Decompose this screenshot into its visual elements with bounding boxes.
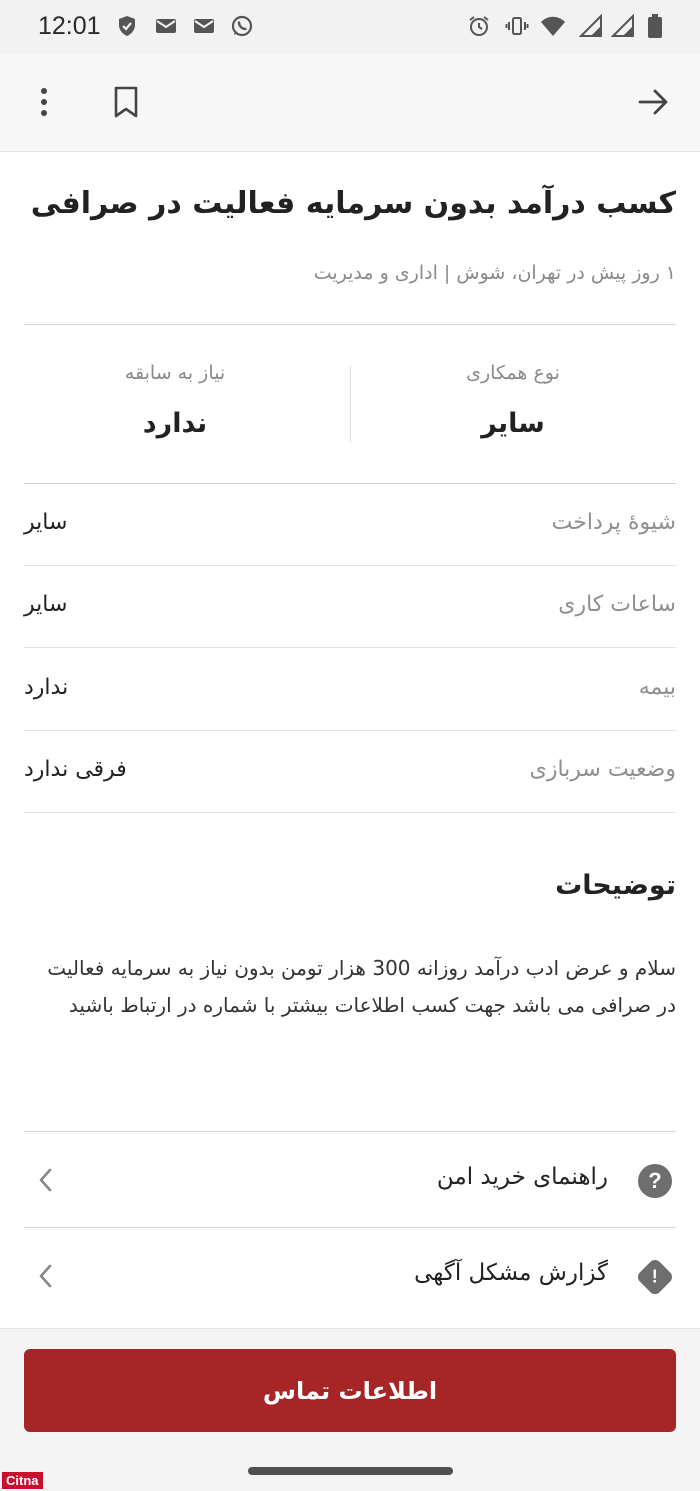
divider (24, 324, 676, 325)
stat-experience-required (12, 362, 338, 439)
ad-meta: ۱ روز پیش در تهران، شوش | اداری و مدیریت (313, 262, 676, 284)
watermark-logo: Citna (2, 1472, 43, 1489)
bookmark-icon[interactable] (106, 82, 146, 122)
whatsapp-icon (229, 13, 255, 39)
detail-label: بیمه (638, 675, 676, 700)
alarm-icon (466, 13, 492, 39)
report-ad-link[interactable] (24, 1227, 676, 1323)
description-title: توضیحات (555, 870, 676, 901)
detail-row-military (24, 731, 676, 813)
detail-value: فرقی ندارد (24, 757, 127, 782)
status-time: 12:01 (38, 12, 101, 40)
report-icon (635, 1257, 674, 1296)
contact-info-button[interactable]: اطلاعات تماس (24, 1349, 676, 1432)
stat-separator (350, 366, 351, 442)
vibrate-icon (504, 13, 530, 39)
link-label: گزارش مشکل آگهی (414, 1260, 608, 1286)
help-circle-icon: ? (638, 1164, 672, 1198)
detail-label: وضعیت سربازی (529, 757, 676, 782)
stat-value: سایر (481, 408, 545, 439)
detail-value: سایر (24, 592, 68, 617)
detail-label: ساعات کاری (558, 592, 676, 617)
report-glyph: ! (651, 1266, 658, 1287)
mail-icon (153, 13, 179, 39)
ad-title: کسب درآمد بدون سرمایه فعالیت در صرافی (30, 186, 676, 221)
detail-row-payment (24, 484, 676, 566)
stat-cooperation-type (350, 362, 676, 439)
detail-row-hours (24, 566, 676, 648)
more-vert-icon[interactable] (24, 82, 64, 122)
detail-value: سایر (24, 510, 68, 535)
description-text: سلام و عرض ادب درآمد روزانه 300 هزار تومن بدون نیاز به سرمایه فعالیت در صرافی می باشد جهت کسب اطلاعات بیشتر با شماره در ارتباط باشید (47, 956, 676, 1017)
app-toolbar (0, 54, 700, 152)
home-gesture-handle[interactable] (248, 1467, 453, 1475)
safe-purchase-guide-link[interactable] (24, 1131, 676, 1227)
chevron-left-icon (34, 1166, 58, 1194)
arrow-forward-icon[interactable] (634, 82, 674, 122)
signal-icon (578, 13, 604, 39)
detail-row-insurance (24, 649, 676, 731)
chevron-left-icon (34, 1262, 58, 1290)
detail-label: شیوهٔ پرداخت (551, 510, 676, 535)
link-label: راهنمای خرید امن (436, 1164, 608, 1190)
status-bar (0, 0, 700, 54)
stat-value: ندارد (142, 408, 208, 439)
battery-icon (642, 13, 668, 39)
stat-label: نوع همکاری (466, 362, 560, 384)
stat-label: نیاز به سابقه (124, 362, 226, 384)
detail-value: ندارد (24, 675, 69, 700)
shield-check-icon (114, 13, 140, 39)
signal-icon (610, 13, 636, 39)
mail-icon (191, 13, 217, 39)
wifi-icon (540, 13, 566, 39)
